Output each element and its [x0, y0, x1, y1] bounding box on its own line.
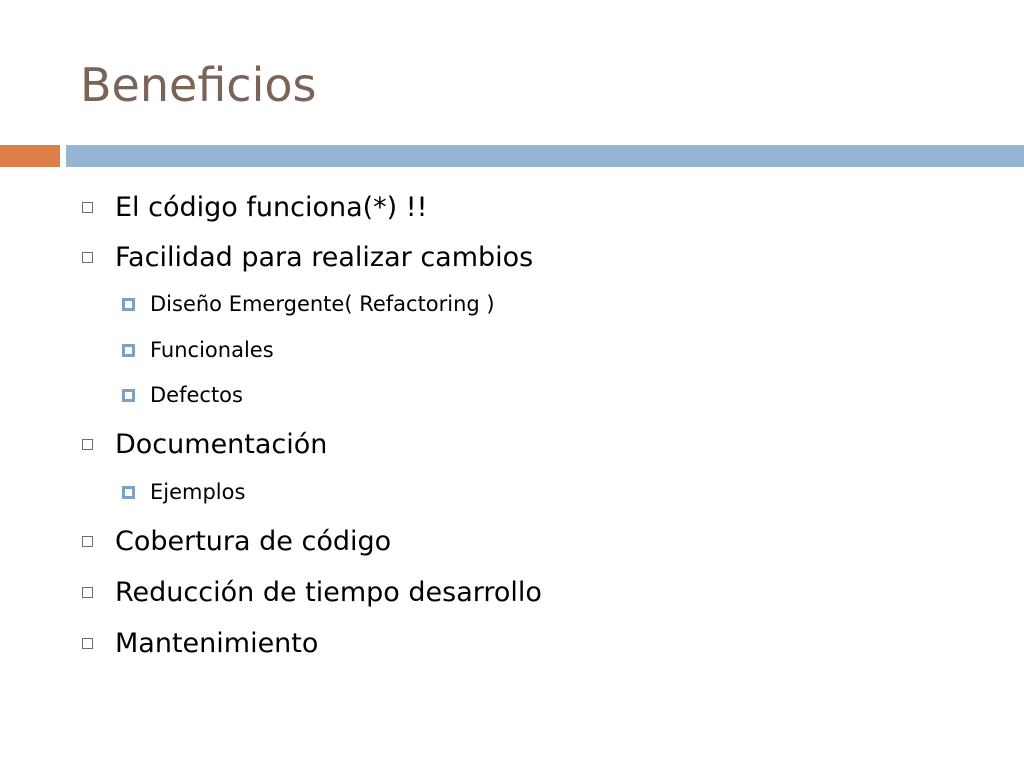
hollow-square-bullet-icon: [82, 638, 93, 649]
bullet-item-level1: [82, 424, 327, 464]
hollow-square-bullet-icon: [82, 202, 93, 213]
title-divider-bar: [66, 145, 1024, 167]
bullet-item-level1: [82, 623, 318, 663]
bullet-item-level2: [122, 379, 243, 411]
bullet-item-level1: [82, 237, 533, 277]
bullet-text: Cobertura de código: [115, 525, 392, 557]
bullet-item-level1: [82, 521, 391, 561]
slide-title: Beneficios: [80, 58, 317, 112]
bullet-text: Diseño Emergente( Refactoring ): [150, 292, 495, 316]
hollow-square-bullet-icon: [82, 439, 93, 450]
bullet-item-level2: [122, 334, 274, 366]
bullet-text: Facilidad para realizar cambios: [115, 241, 534, 273]
bullet-text: Documentación: [115, 428, 328, 460]
hollow-square-bullet-icon: [82, 252, 93, 263]
bullet-text: Defectos: [150, 383, 243, 407]
blue-square-bullet-icon: [122, 344, 135, 357]
bullet-item-level2: [122, 476, 245, 508]
blue-square-bullet-icon: [122, 389, 135, 402]
hollow-square-bullet-icon: [82, 587, 93, 598]
blue-square-bullet-icon: [122, 486, 135, 499]
bullet-text: El código funciona(*) !!: [115, 191, 428, 223]
blue-square-bullet-icon: [122, 298, 135, 311]
bullet-item-level1: [82, 572, 542, 612]
bullet-text: Reducción de tiempo desarrollo: [115, 576, 542, 608]
title-accent-bar: [0, 145, 60, 167]
bullet-text: Funcionales: [150, 338, 274, 362]
bullet-item-level1: [82, 187, 427, 227]
bullet-text: Ejemplos: [150, 480, 246, 504]
bullet-text: Mantenimiento: [115, 627, 319, 659]
bullet-item-level2: [122, 288, 495, 320]
hollow-square-bullet-icon: [82, 536, 93, 547]
